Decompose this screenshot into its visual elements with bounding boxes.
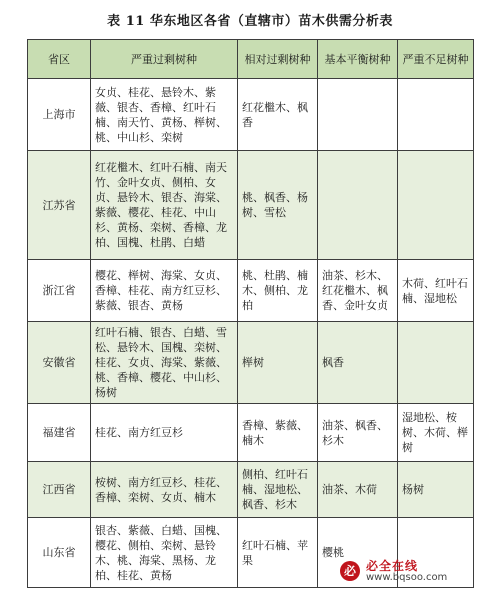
header-severe-surplus: 严重过剩树种: [91, 40, 238, 79]
severe-surplus-cell: 女贞、桂花、悬铃木、紫薇、银杏、香樟、红叶石楠、南天竹、黄杨、榉树、桃、中山杉、栾树: [91, 79, 238, 151]
table-row: [28, 322, 474, 404]
region-cell: 上海市: [28, 79, 91, 151]
region-cell: 安徽省: [28, 322, 91, 404]
severe-surplus-cell: 银杏、紫薇、白蜡、国槐、樱花、侧柏、栾树、悬铃木、桃、海棠、黑杨、龙柏、桂花、黄杨: [91, 518, 238, 588]
balanced-cell: 油茶、杉木、红花檵木、枫香、金叶女贞: [318, 260, 398, 322]
relative-surplus-cell: 桃、杜鹃、楠木、侧柏、龙柏: [238, 260, 318, 322]
balanced-cell: 枫香: [318, 322, 398, 404]
site-name: 必全在线: [366, 559, 419, 573]
severe-shortage-cell: 杨树: [398, 462, 474, 518]
region-cell: 福建省: [28, 404, 91, 462]
header-severe-shortage: 严重不足树种: [398, 40, 474, 79]
site-watermark: [340, 557, 490, 587]
region-cell: 山东省: [28, 518, 91, 588]
severe-shortage-cell: [398, 79, 474, 151]
balanced-cell: [318, 79, 398, 151]
region-cell: 江西省: [28, 462, 91, 518]
severe-shortage-cell: [398, 151, 474, 260]
table-row: [28, 462, 474, 518]
balanced-cell: 油茶、木荷: [318, 462, 398, 518]
table-row: [28, 404, 474, 462]
relative-surplus-cell: 香樟、紫薇、楠木: [238, 404, 318, 462]
severe-shortage-cell: 木荷、红叶石楠、湿地松: [398, 260, 474, 322]
seedling-supply-table: [27, 39, 474, 588]
relative-surplus-cell: 桃、枫香、杨树、雪松: [238, 151, 318, 260]
header-region: 省区: [28, 40, 91, 79]
table-row: [28, 260, 474, 322]
balanced-cell: [318, 151, 398, 260]
table-header-row: [28, 40, 474, 79]
severe-surplus-cell: 樱花、榉树、海棠、女贞、香樟、桂花、南方红豆杉、紫薇、银杏、黄杨: [91, 260, 238, 322]
site-url: www.bqsoo.com: [366, 572, 448, 583]
balanced-cell: 樱桃: [318, 518, 398, 588]
relative-surplus-cell: 侧柏、红叶石楠、湿地松、枫香、杉木: [238, 462, 318, 518]
region-cell: 浙江省: [28, 260, 91, 322]
severe-surplus-cell: 桉树、南方红豆杉、桂花、香樟、栾树、女贞、楠木: [91, 462, 238, 518]
header-relative-surplus: 相对过剩树种: [238, 40, 318, 79]
table-row: [28, 79, 474, 151]
relative-surplus-cell: 红叶石楠、苹果: [238, 518, 318, 588]
region-cell: 江苏省: [28, 151, 91, 260]
relative-surplus-cell: 红花檵木、枫香: [238, 79, 318, 151]
severe-shortage-cell: 湿地松、桉树、木荷、榉树: [398, 404, 474, 462]
table-row: [28, 151, 474, 260]
header-balanced: 基本平衡树种: [318, 40, 398, 79]
table-title: 表 11 华东地区各省（直辖市）苗木供需分析表: [107, 14, 393, 29]
site-logo-icon: 必: [340, 561, 360, 581]
severe-surplus-cell: 红叶石楠、银杏、白蜡、雪松、悬铃木、国槐、栾树、桂花、女贞、海棠、紫薇、桃、香樟、樱花、中山杉、杨树: [91, 322, 238, 404]
severe-surplus-cell: 红花檵木、红叶石楠、南天竹、金叶女贞、侧柏、女贞、悬铃木、银杏、海棠、紫薇、樱花、桂花、中山杉、黄杨、栾树、香樟、龙柏、国槐、杜鹃、白蜡: [91, 151, 238, 260]
severe-surplus-cell: 桂花、南方红豆杉: [91, 404, 238, 462]
severe-shortage-cell: [398, 322, 474, 404]
balanced-cell: 油茶、枫香、杉木: [318, 404, 398, 462]
relative-surplus-cell: 榉树: [238, 322, 318, 404]
